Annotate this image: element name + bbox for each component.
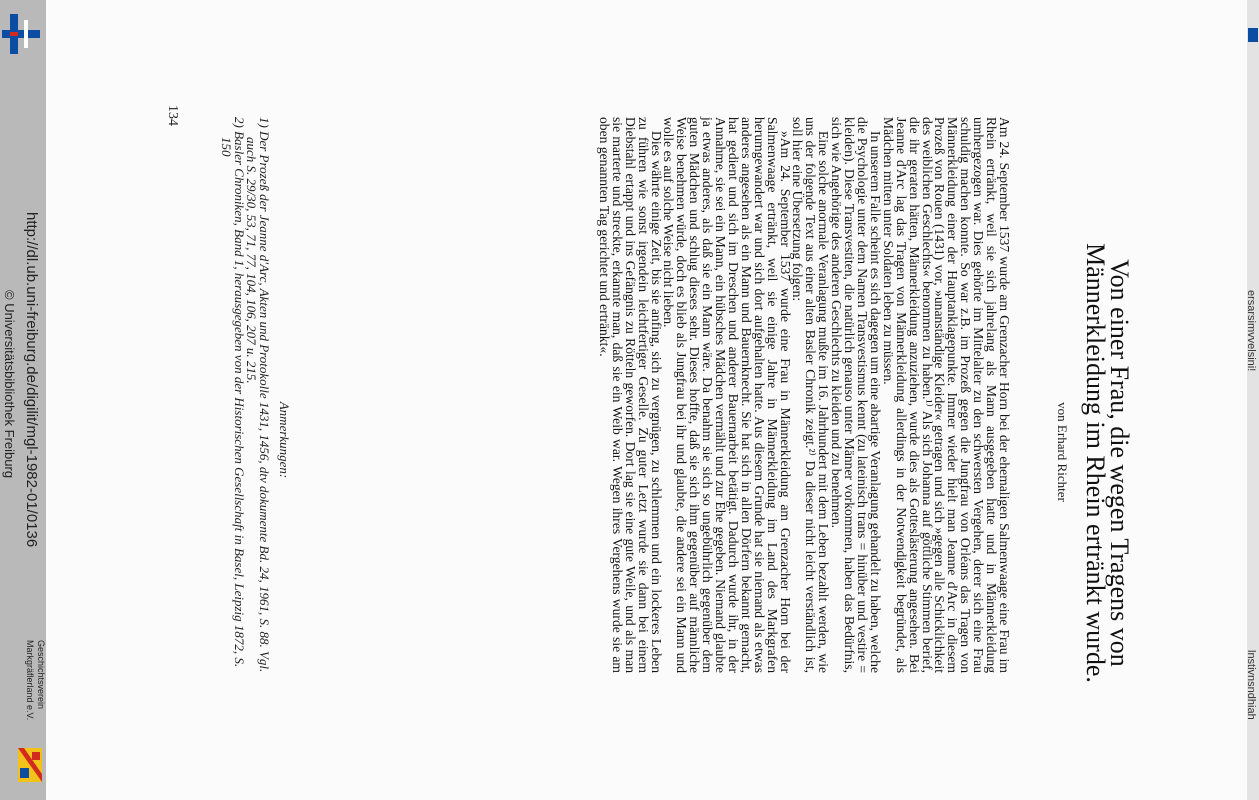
- article-title: [1081, 178, 1134, 748]
- title-line-1: Von einer Frau, die wegen Tragens von: [1105, 259, 1134, 667]
- coat-of-arms-icon: [18, 748, 42, 782]
- copyright-text: © Universitätsbibliothek Freiburg: [2, 290, 17, 479]
- paragraph: Dies währte einige Zeit, bis sie anfing, sich zu vergnügen, zu schlemmen und ein lockeres Leben zu führen wie sonst irgendein leichtfertiger Geselle. Zu guter Letzt wurde sie dann bei einem Diebstahl ertappt und ins Gefängnis zu Rötteln geworfen. Dort lag sie eine gute Weile, und als man sie marterte und streckte, erkannte man, daß sie ein Weib war. Wegen ihres Vergehens wurde sie am oben genannten Tag gerichtet und ertränkt«.: [596, 117, 664, 673]
- title-line-2: Männerkleidung im Rhein ertränkt wurde.: [1081, 243, 1110, 683]
- right-edge-text-top: ersarsimvvelsini!: [1245, 290, 1257, 372]
- notes-heading: Anmerkungen:: [277, 401, 292, 479]
- paragraph: »Am 24. September 1537 wurde eine Frau in Männerkleidung am Grenzacher Horn bei der Salmenwaage ertränkt, weil sie einige Jahre in Männerkleidung im Land des Markgrafen herumgewandert war und sich dort aufgehalten hatte. Aus diesem Grunde hat sie niemand als etwas anderes angesehen als ein Mann und Bauernknecht. Sie hat sich in allen Dörfern bekannt gemacht, hat gedient und sich im Dreschen und anderer Bauernarbeit betätigt. Dadurch wurde ihr, in der Annahme, sie sei ein Mann, ein hübsches Mädchen vermählt und zur Ehe gegeben. Niemand glaubte ja etwas anderes, als daß sie ein Mann wäre. Da benahm sie sich so ungebührlich gegenüber dem guten Mädchen und schlug dieses sehr. Dieses hoffte, daß sie sich ihm gegenüber auf männliche Weise benehmen würde, doch es blieb als Jungfrau bei ihr und glaubte, die andere sei ein Mann und wolle es auf solche Weise nicht lieben.: [661, 117, 793, 673]
- library-logo-icon: [2, 14, 40, 54]
- article-author: von Erhard Richter: [1055, 402, 1070, 502]
- footnote: 1) Der Prozeß der Jeanne d'Arc, Akten und Protokolle 1431, 1456, dtv dokumente Bd. 24, 1961, S. 88. Vgl. auch S. 29/30, 53, 71, 77, 104, 106, 207 u. 215.: [244, 117, 272, 673]
- right-edge-text-bottom: lnstivnsndhiah: [1245, 650, 1257, 720]
- paragraph: Eine solche anormale Veranlagung mußte im 16. Jahrhundert mit dem Leben bezahlt werden, wie uns der folgende Text aus einer alten Basler Chronik zeigt.²⁾ Da dieser nicht leicht verständlich ist, soll hier eine Übersetzung folgen:: [790, 117, 832, 673]
- right-edge-logo-icon: [1248, 28, 1258, 42]
- article-body: [597, 117, 1010, 673]
- source-url[interactable]: http://dl.ub.uni-freiburg.de/digilit/mgl-1982-01/0136: [23, 212, 40, 548]
- paragraph: Am 24. September 1537 wurde am Grenzacher Horn bei der ehemaligen Salmenwaage eine Frau im Rhein ertränkt, weil sie sich jahrelang als Mann ausgegeben hatte und in Männerkleidung umhergezogen war. Dies gehörte im Mittelalter zu den schwersten Vergehen, derer sich eine Frau schuldig machen konnte. So war z.B. im Prozeß gegen die Jungfrau von Orléans das Tragen von Männerkleidung einer der Hauptanklagepunkte. Immer wieder hielt man Jeanne d'Arc in diesem Prozeß von Rouen (1431) vor, »unanständige Kleider« getragen und sich »gegen alle Schicklichkeit des weiblichen Geschlechts« benommen zu haben.¹⁾ Als sich Johanna auf göttliche Stimmen berief, die ihr geraten hätten, Männerkleidung anzuziehen, wurde dies als Gotteslästerung angesehen. Bei Jeanne d'Arc lag das Tragen von Männerkleidung allerdings in der Notwendigkeit begründet, als Mädchen mitten unter Soldaten leben zu müssen.: [880, 117, 1012, 673]
- institution-label: Geschichtsverein Markgräflerland e.V.: [25, 640, 46, 721]
- footnote: 2) Basler Chroniken, Band 1, herausgegeben von der Historischen Gesellschaft in Basel, Leipzig 1872, S. 150: [219, 117, 247, 668]
- page-number: 134: [165, 105, 180, 126]
- footnotes: [220, 117, 270, 673]
- paragraph: In unserem Falle scheint es sich dagegen um eine abartige Veranlagung gehandelt zu haben, welche die Psychologie unter dem Namen Transvestismus kennt (zu lateinisch trans = hinüber und vestire = kleiden). Diese Transvestiten, die natürlich genauso unter Männer vorkommen, haben das Bedürfnis, sich wie Angehörige des anderen Geschlechts zu kleiden und zu benehmen.: [829, 117, 883, 673]
